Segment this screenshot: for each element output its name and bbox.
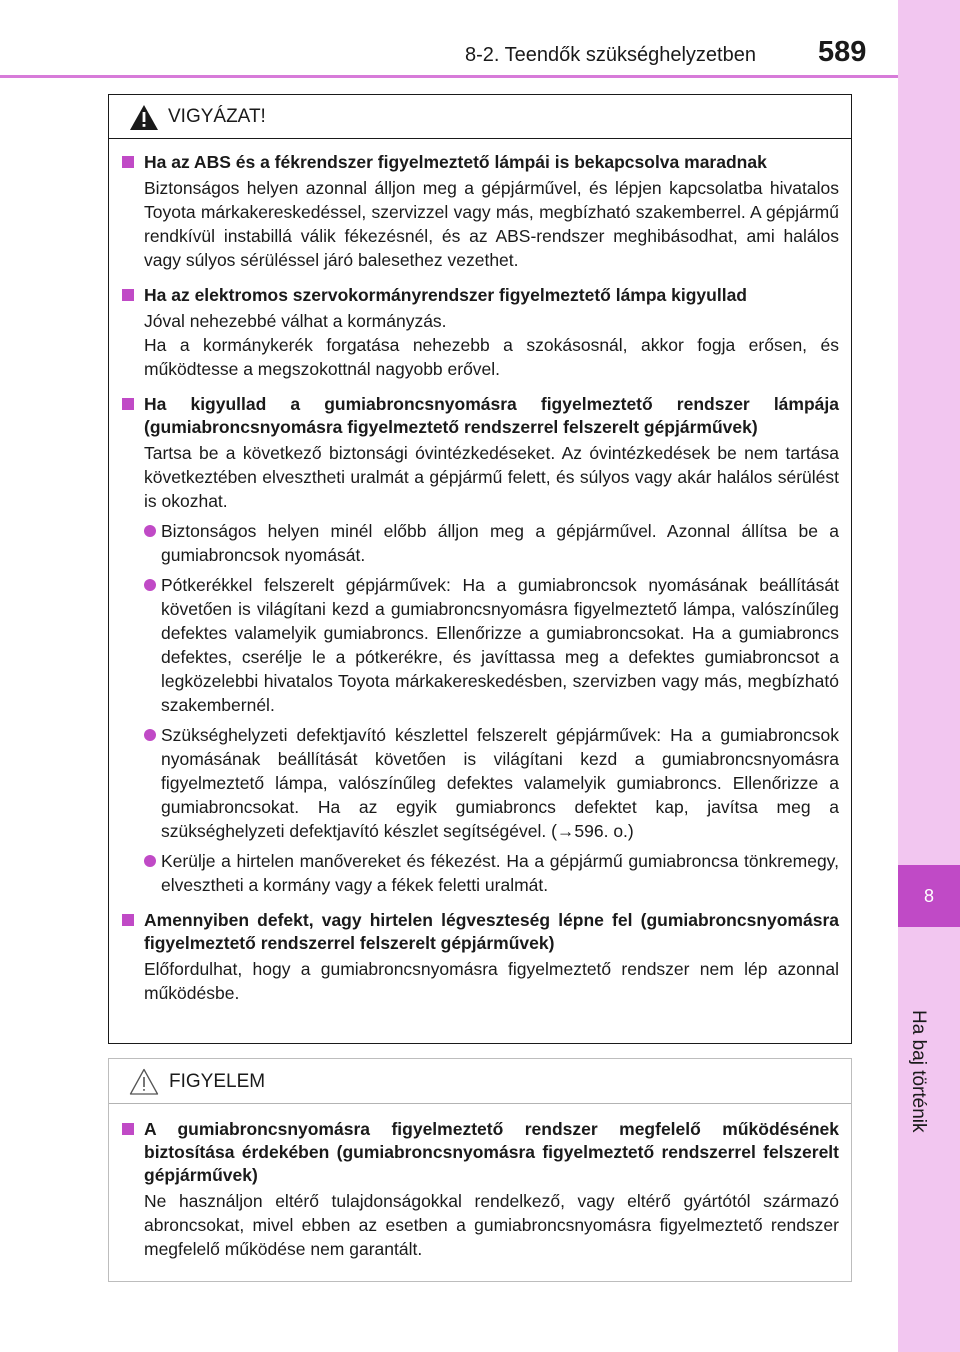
- square-bullet-icon: [122, 289, 134, 301]
- warning-triangle-icon: [129, 104, 159, 131]
- item-title-text: Ha az elektromos szervokormányrendszer figyelmeztető lámpa kigyullad: [144, 285, 747, 305]
- round-bullet-icon: [144, 729, 156, 741]
- item-title: [122, 393, 839, 439]
- paragraph: Ha a kormánykerék forgatása nehezebb a szokásosnál, akkor fogja erősen, és működtesse a megszokottnál nagyobb erővel.: [144, 335, 839, 379]
- caution-header: [109, 95, 851, 139]
- side-tab-top: [898, 0, 960, 865]
- notice-triangle-icon: [129, 1068, 159, 1095]
- notice-header: [109, 1059, 851, 1104]
- paragraph: Tartsa be a következő biztonsági óvintézkedéseket. Az óvintézkedések be nem tartása következtében elvesztheti uralmát a gépjármű felett, és súlyos vagy akár halálos sérülést is okozhat.: [144, 443, 839, 511]
- paragraph: Előfordulhat, hogy a gumiabroncsnyomásra figyelmeztető rendszer nem lép azonnal működésbe.: [144, 959, 839, 1003]
- notice-body: [109, 1104, 851, 1261]
- item-title-text: A gumiabroncsnyomásra figyelmeztető rendszer megfelelő működésének biztosítása érdekében (gumiabroncsnyomásra figyelmeztető rendszerrel felszerelt gépjárművek): [144, 1119, 839, 1185]
- item-title-text: Ha az ABS és a fékrendszer figyelmeztető lámpái is bekapcsolva maradnak: [144, 152, 767, 172]
- page-number: 589: [818, 36, 867, 68]
- round-bullet-icon: [144, 855, 156, 867]
- round-bullet-icon: [144, 579, 156, 591]
- item-title: [122, 909, 839, 955]
- square-bullet-icon: [122, 1123, 134, 1135]
- paragraph: Ne használjon eltérő tulajdonságokkal rendelkező, vagy eltérő gyártótól származó abroncsokat, mivel ebben az esetben a gumiabroncsnyomásra figyelmeztető rendszer megfelelő működése nem garantált.: [144, 1191, 839, 1259]
- paragraph: Jóval nehezebbé válhat a kormányzás.: [144, 311, 447, 331]
- paragraph: Biztonságos helyen azonnal álljon meg a gépjárművel, és lépjen kapcsolatba hivatalos Toyota márkakereskedéssel, szervizzel vagy más, megbízható szakemberrel. A gépjármű rendkívül instabillá válik fékezésnél, és az ABS-rendszer meghibásodhat, ami halálos vagy súlyos sérüléssel járó balesethez vezethet.: [144, 178, 839, 270]
- item-title: [122, 284, 839, 307]
- section-title: 8-2. Teendők szükséghelyzetben: [465, 44, 756, 66]
- square-bullet-icon: [122, 914, 134, 926]
- chapter-label: Ha baj történik: [908, 1010, 929, 1133]
- caution-box: [108, 94, 852, 1044]
- list-item: [122, 849, 839, 897]
- list-item-text: Biztonságos helyen minél előbb álljon meg a gépjárművel. Azonnal állítsa be a gumiabroncsok nyomását.: [161, 521, 839, 565]
- caution-body: [109, 151, 851, 1005]
- list-item: [122, 723, 839, 843]
- notice-label: FIGYELEM: [169, 1071, 266, 1092]
- square-bullet-icon: [122, 156, 134, 168]
- list-item: [122, 573, 839, 717]
- list-item-text: Szükséghelyzeti defektjavító készlettel felszerelt gépjárművek: Ha a gumiabroncsok nyomásának beállítását követően is világítani kezd a gumiabroncsnyomásra figyelmeztető lámpa, valószínűleg defektes valamelyik gumiabroncs. Ellenőrizze a gumiabroncsokat. Ha az egyik gumiabroncs defektet kap, javítsa meg a szükséghelyzeti defektjavító készlet segítségével. (→596. o.): [161, 725, 839, 841]
- chapter-number-tab: 8: [898, 865, 960, 927]
- square-bullet-icon: [122, 398, 134, 410]
- item-title-text: Amennyiben defekt, vagy hirtelen légveszteség lépne fel (gumiabroncsnyomásra figyelmeztető rendszerrel felszerelt gépjárművek): [144, 910, 839, 953]
- caution-label: VIGYÁZAT!: [168, 106, 266, 127]
- header-rule: [0, 75, 898, 78]
- side-tab-bottom: [898, 927, 960, 1352]
- item-title-text: Ha kigyullad a gumiabroncsnyomásra figyelmeztető rendszer lámpája (gumiabroncsnyomásra figyelmeztető rendszerrel felszerelt gépjárművek): [144, 394, 839, 437]
- notice-box: [108, 1058, 852, 1282]
- item-title: [122, 1118, 839, 1187]
- item-title: [122, 151, 839, 174]
- list-item-text: Pótkerékkel felszerelt gépjárművek: Ha a gumiabroncsok nyomásának beállítását követően is világítani kezd a gumiabroncsnyomásra figyelmeztető lámpa, valószínűleg defektes valamelyik gumiabroncs. Ellenőrizze a gumiabroncsokat. Ha a gumiabroncs defektes, cserélje le a pótkerékre, és javíttassa meg a defektes gumiabroncsot a legközelebbi hivatalos Toyota márkakereskedésben, szervizben vagy más, megbízható szakembernél.: [161, 575, 839, 715]
- list-item-text: Kerülje a hirtelen manővereket és fékezést. Ha a gépjármű gumiabroncsa tönkremegy, elvesztheti a kormány vagy a fékek feletti uralmát.: [161, 851, 839, 895]
- list-item: [122, 519, 839, 567]
- round-bullet-icon: [144, 525, 156, 537]
